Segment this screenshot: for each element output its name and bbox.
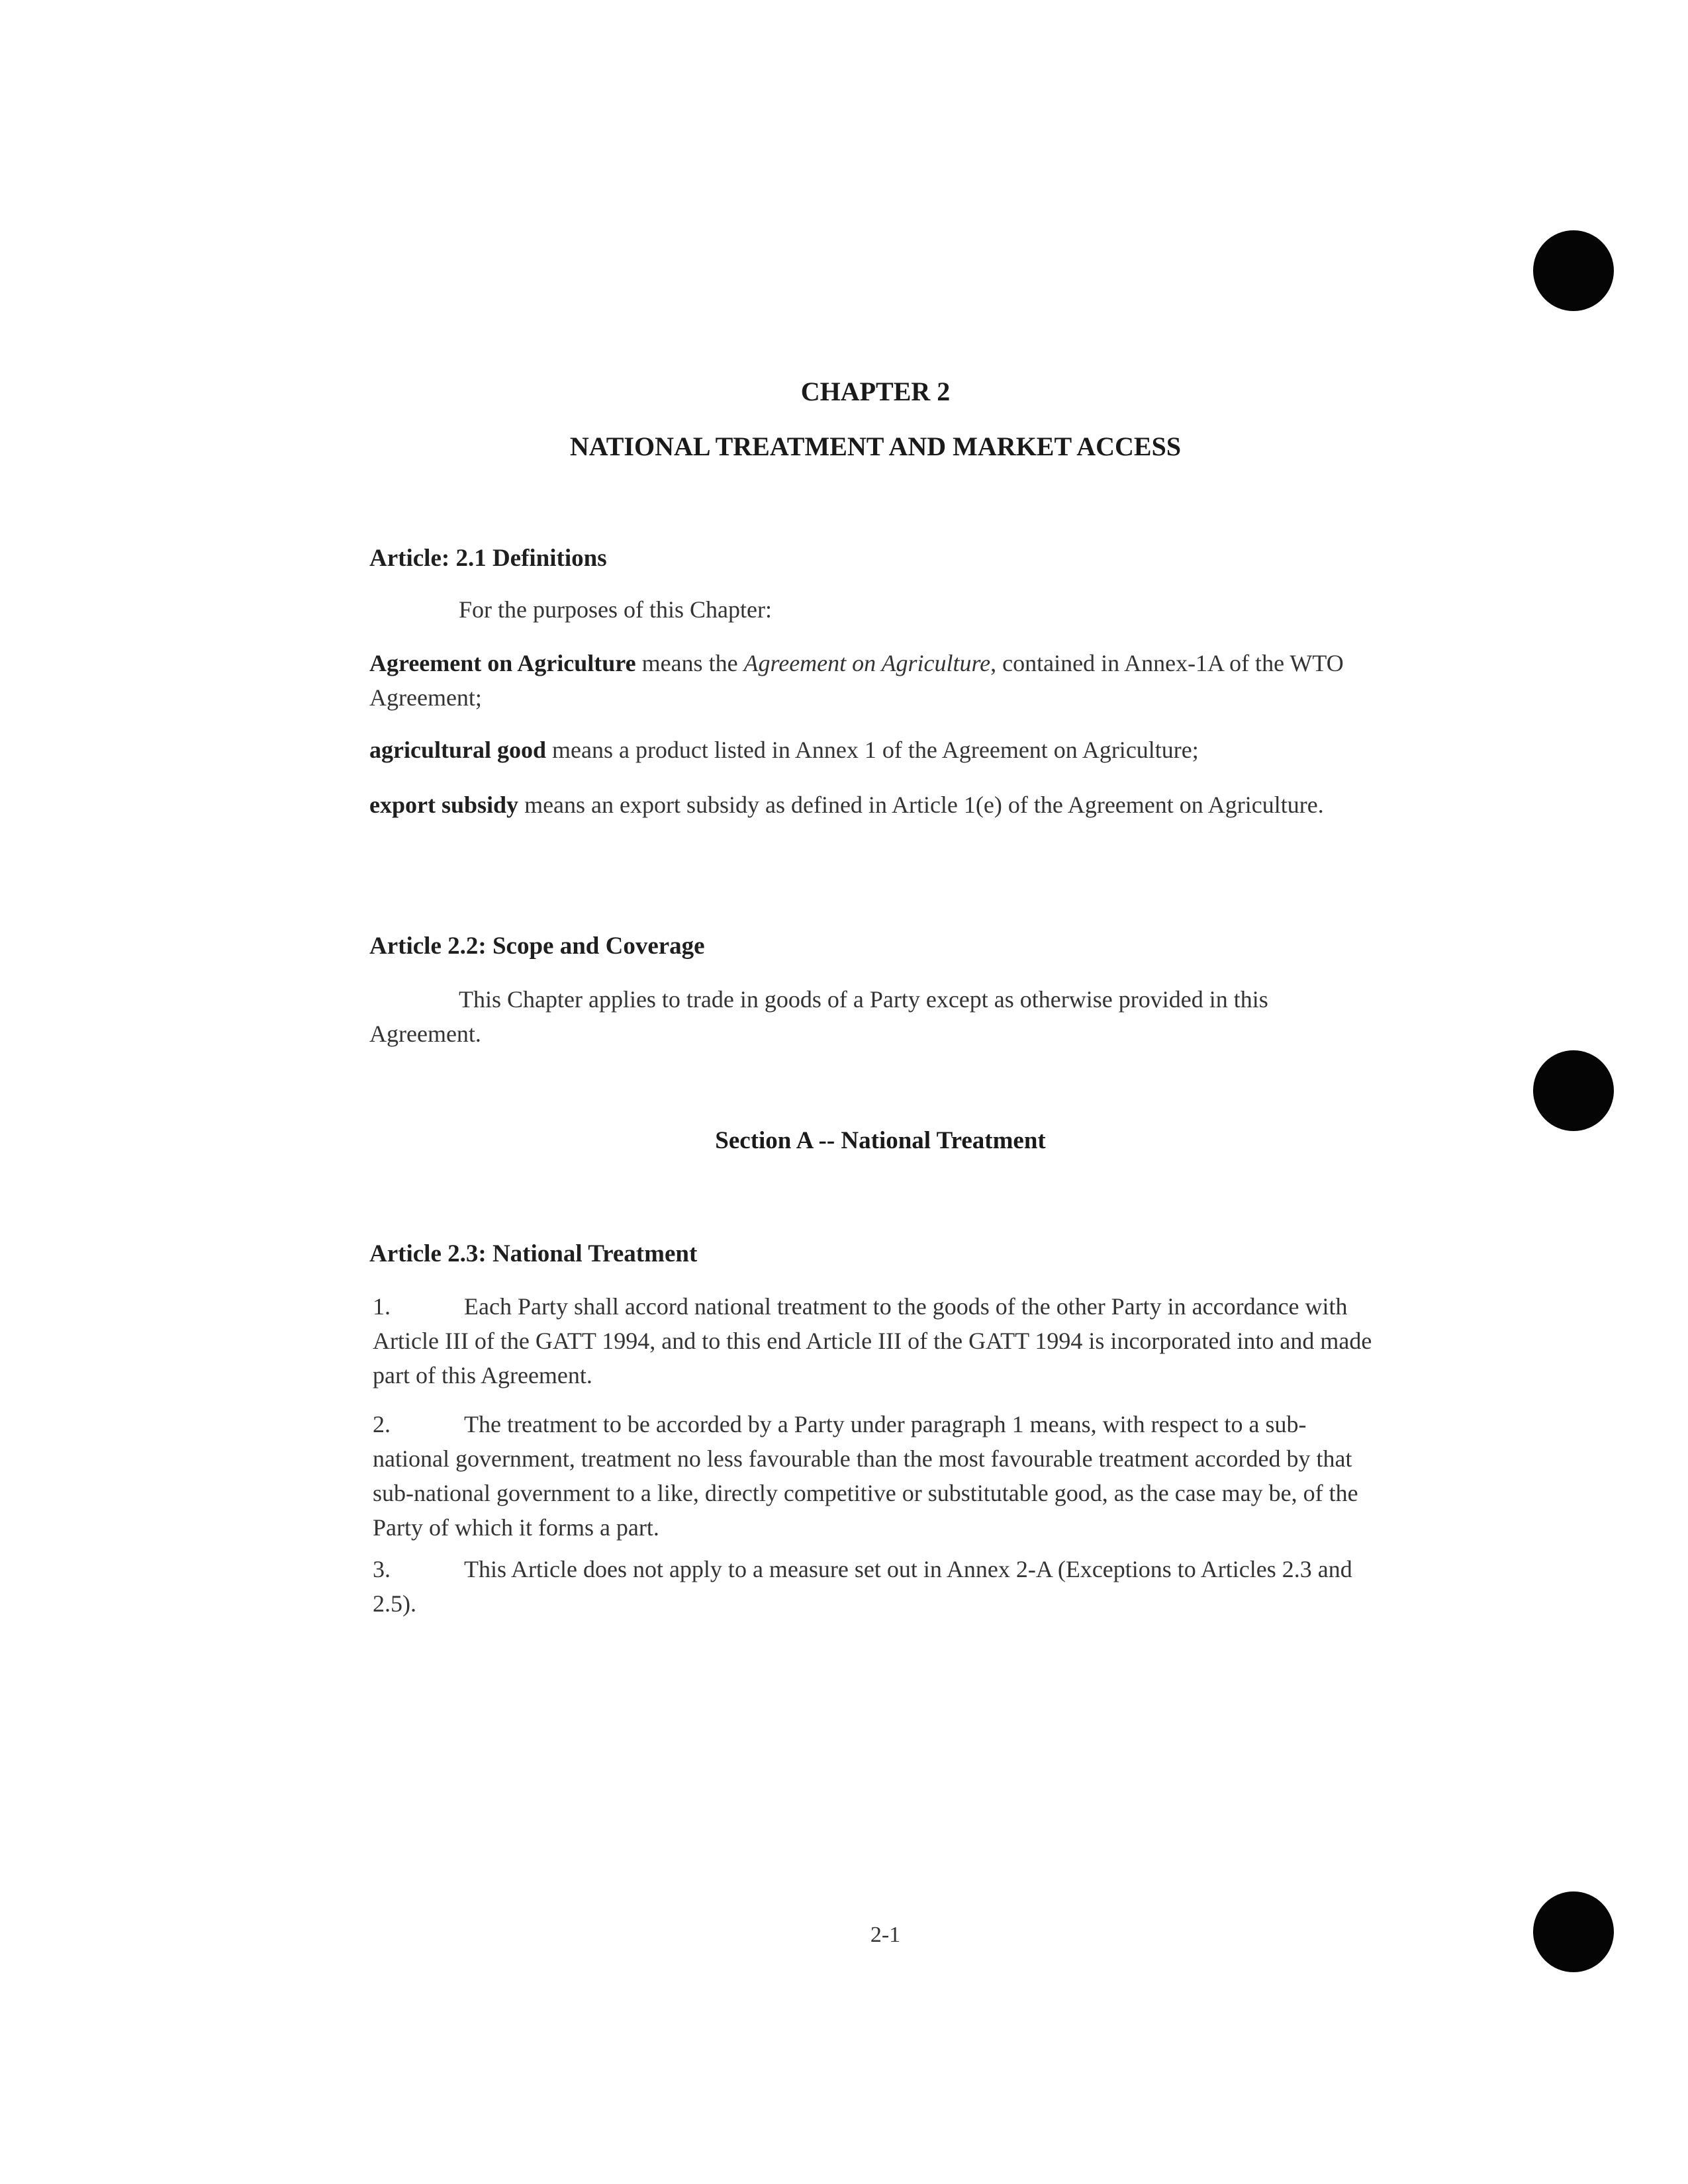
paragraph-number: 1. <box>373 1293 391 1320</box>
article-2-3-paragraph-3 <box>373 1552 1379 1621</box>
definition-export-subsidy <box>369 788 1376 822</box>
section-a-heading: Section A -- National Treatment <box>715 1127 1046 1154</box>
paragraph-number: 2. <box>373 1411 391 1437</box>
definition-term: agricultural good <box>369 737 546 763</box>
binder-hole-middle <box>1533 1050 1614 1131</box>
definition-text: means an export subsidy as defined in Article 1(e) of the Agreement on Agriculture. <box>518 792 1324 818</box>
chapter-title: CHAPTER 2 <box>800 377 951 406</box>
article-2-2-heading: Article 2.2: Scope and Coverage <box>369 933 705 960</box>
article-2-1-heading: Article: 2.1 Definitions <box>369 545 607 572</box>
definition-text: means a product listed in Annex 1 of the Agreement on Agriculture; <box>546 737 1199 763</box>
definition-term: Agreement on Agriculture <box>369 650 636 676</box>
page-number: 2-1 <box>870 1923 901 1947</box>
definition-text: means the <box>635 650 744 676</box>
definition-agreement-on-agriculture <box>369 646 1376 715</box>
article-2-1-intro: For the purposes of this Chapter: <box>459 596 772 623</box>
paragraph-number: 3. <box>373 1556 391 1582</box>
article-2-2-text: This Chapter applies to trade in goods of a Party except as otherwise provided in this Agreement. <box>369 986 1268 1047</box>
article-2-3-paragraph-1 <box>373 1289 1379 1392</box>
article-2-3-paragraph-2 <box>373 1407 1379 1545</box>
definition-term: export subsidy <box>369 792 519 818</box>
paragraph-text: This Article does not apply to a measure set out in Annex 2-A (Exceptions to Articles 2.3 and 2.5). <box>373 1556 1352 1617</box>
chapter-subtitle: NATIONAL TREATMENT AND MARKET ACCESS <box>569 432 1182 461</box>
definition-italic-title: Agreement on Agriculture <box>743 650 991 676</box>
binder-hole-top <box>1533 230 1614 311</box>
definition-agricultural-good <box>369 733 1376 767</box>
paragraph-text: Each Party shall accord national treatment to the goods of the other Party in accordance with Article III of the GATT 1994, and to this end Article III of the GATT 1994 is incorporated into and made part of this Agreement. <box>373 1293 1372 1388</box>
paragraph-text: The treatment to be accorded by a Party under paragraph 1 means, with respect to a sub-national government, treatment no less favourable than the most favourable treatment accorded by that sub-national government to a like, directly competitive or substitutable good, as the case may be, of the Party of which it forms a part. <box>373 1411 1358 1541</box>
article-2-3-heading: Article 2.3: National Treatment <box>369 1240 698 1267</box>
definition-text: , contained in Annex-1A of the WTO Agreement; <box>369 650 1344 711</box>
